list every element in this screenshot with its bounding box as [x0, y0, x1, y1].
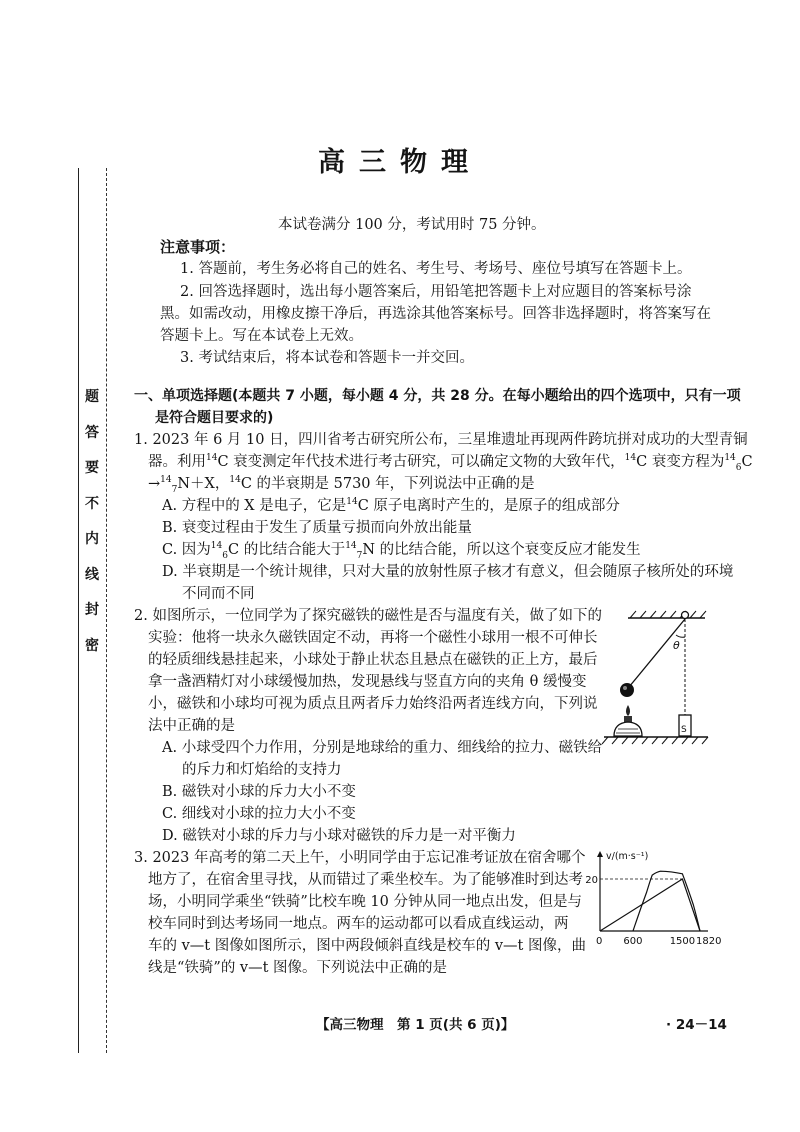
x-tick-0: 0	[596, 936, 603, 947]
q2-option-b: B. 磁铁对小球的斥力大小不变	[162, 784, 356, 800]
binding-line-outer	[78, 168, 79, 1053]
q2-line-2: 实验：他将一块永久磁铁固定不动，再将一个磁性小球用一根不可伸长	[148, 630, 598, 646]
footer-code: · 24－14	[666, 1017, 727, 1033]
table-hatch	[602, 737, 708, 744]
binding-line-inner	[106, 168, 107, 1053]
q2-line-4: 拿一盏酒精灯对小球缓慢加热，发现悬线与竖直方向的夹角 θ 缓慢变	[148, 674, 587, 690]
q2-option-a-cont: 的斥力和灯焰给的支持力	[182, 762, 342, 778]
ceiling-hatch	[630, 611, 706, 618]
q1-option-b: B. 衰变过程由于发生了质量亏损而向外放出能量	[162, 520, 472, 536]
x-tick-600: 600	[623, 936, 643, 947]
y-axis-arrow	[597, 851, 603, 857]
ball-highlight	[623, 686, 627, 690]
q1-line-2: 器。利用$^{14}$C 衰变测定年代技术进行考古研究，可以确定文物的大致年代，$^{14}$C 衰变方程为$^{14}_6$C	[148, 453, 753, 473]
string	[629, 619, 685, 687]
magnet-label: S	[681, 725, 687, 735]
q1-option-c: C. 因为$^{14}_6$C 的比结合能大于$^{14}_7$N 的比结合能，所以这个衰变反应才能发生	[162, 541, 641, 561]
q2-option-d: D. 磁铁对小球的斥力与小球对磁铁的斥力是一对平衡力	[162, 828, 516, 844]
section-heading: 一、单项选择题(本题共 7 小题，每小题 4 分，共 28 分。在每小题给出的四个选项中，只有一项	[134, 388, 741, 404]
school-bus-line	[600, 879, 700, 931]
q2-option-c: C. 细线对小球的拉力大小不变	[162, 806, 356, 822]
q3-line-3: 场，小明同学乘坐“铁骑”比校车晚 10 分钟从同一地点出发，但是与	[148, 894, 582, 910]
q3-line-4: 校车同时到达考场同一地点。两车的运动都可以看成直线运动，两	[148, 916, 569, 932]
x-tick-1500: 1500	[669, 936, 696, 947]
q2-line-6: 法中正确的是	[148, 718, 235, 734]
x-tick-1820: 1820	[696, 936, 722, 947]
q2-option-a: A. 小球受四个力作用，分别是地球给的重力、细线给的拉力、磁铁给	[162, 740, 603, 756]
pivot	[682, 612, 689, 619]
q3-line-2: 地方了，在宿舍里寻找，从而错过了乘坐校车。为了能够准时到达考	[148, 872, 583, 888]
notice-1: 1. 答题前，考生务必将自己的姓名、考生号、考场号、座位号填写在答题卡上。	[180, 261, 692, 277]
theta-label: θ	[673, 639, 680, 652]
pendulum-figure	[600, 602, 710, 762]
q3-line-5: 车的 v—t 图像如图所示，图中两段倾斜直线是校车的 v—t 图像，曲	[148, 938, 586, 954]
notice-2-cont-1: 黑。如需改动，用橡皮擦干净后，再选涂其他答案标号。回答非选择题时，将答案写在	[160, 306, 711, 322]
q1-option-d-cont: 不同而不同	[182, 586, 255, 602]
q1-option-d: D. 半衰期是一个统计规律，只对大量的放射性原子核才有意义，但会随原子核所处的环境	[162, 564, 734, 580]
magnetic-ball	[620, 683, 634, 697]
exam-intro: 本试卷满分 100 分，考试用时 75 分钟。	[278, 217, 546, 233]
q1-option-a: A. 方程中的 X 是电子，它是$^{14}$C 原子电离时产生的，是原子的组成部分	[162, 497, 620, 514]
q2-line-3: 的轻质细线悬挂起来，小球处于静止状态且悬点在磁铁的正上方，最后	[148, 652, 598, 668]
footer-page-info: 【高三物理 第 1 页(共 6 页)】	[316, 1017, 515, 1033]
q2-line-1: 2. 如图所示，一位同学为了探究磁铁的磁性是否与温度有关，做了如下的	[134, 608, 602, 624]
q1-line-3: →$^{14}_7$N＋X，$^{14}$C 的半衰期是 5730 年，下列说法中正确的是	[148, 475, 535, 495]
y-axis-label: v/(m·s⁻¹)	[606, 851, 649, 862]
section-heading-cont: 是符合题目要求的)	[155, 410, 274, 426]
q2-line-5: 小，磁铁和小球均可视为质点且两者斥力始终沿两者连线方向，下列说	[148, 696, 598, 712]
binding-text: 题 答 要 不 内 线 封 密	[85, 389, 99, 654]
q1-line-1: 1. 2023 年 6 月 10 日，四川省考古研究所公布，三星堆遗址再现两件跨坑拼对成功的大型青铜	[134, 432, 748, 448]
y-tick-label: 20	[585, 875, 598, 886]
alcohol-lamp	[614, 705, 642, 736]
notice-3: 3. 考试结束后，将本试卷和答题卡一并交回。	[180, 350, 474, 366]
notice-2-cont-2: 答题卡上。写在本试卷上无效。	[160, 328, 363, 344]
notice-2: 2. 回答选择题时，选出每小题答案后，用铅笔把答题卡上对应题目的答案标号涂	[180, 284, 692, 300]
q3-line-1: 3. 2023 年高考的第二天上午，小明同学由于忘记准考证放在宿舍哪个	[134, 850, 586, 866]
notice-heading: 注意事项：	[160, 238, 236, 256]
theta-arc	[676, 635, 685, 637]
page-title: 高三物理	[318, 147, 482, 178]
vt-chart	[582, 843, 722, 948]
q3-line-6: 线是“铁骑”的 v—t 图像。下列说法中正确的是	[148, 960, 448, 976]
